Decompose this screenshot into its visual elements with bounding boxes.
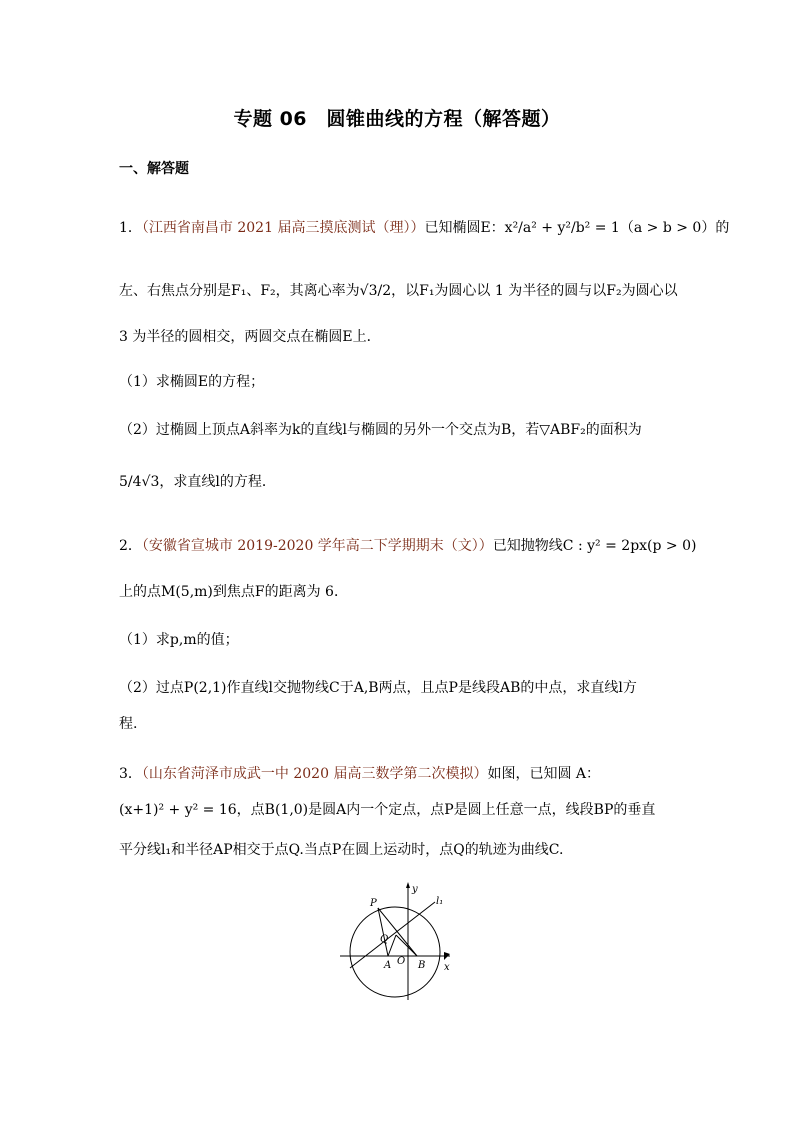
problem-3-line-1 <box>119 764 600 784</box>
problem-1-part-2: （2）过椭圆上顶点A斜率为k的直线l与椭圆的另外一个交点为B，若▽ABF₂的面积为 <box>119 422 642 438</box>
label-l1: l₁ <box>436 896 444 907</box>
problem-2-part-2: （2）过点P(2,1)作直线l交抛物线C于A,B两点，且点P是线段AB的中点，求直线l方 <box>119 680 637 696</box>
problem-2-number: 2． <box>119 538 142 554</box>
problem-1-part-1: （1）求椭圆E的方程； <box>119 374 265 390</box>
segment-ap <box>378 908 388 956</box>
segment-bp <box>378 908 417 956</box>
label-a: A <box>384 960 392 971</box>
problem-3-line-2: (x+1)² + y² = 16，点B(1,0)是圆A内一个定点，点P是圆上任意一点，线段BP的垂直 <box>119 802 656 818</box>
label-p: P <box>370 898 377 909</box>
y-arrow <box>406 882 410 888</box>
problem-2-part-2-cont: 程. <box>119 716 138 732</box>
segment-qb <box>396 935 417 956</box>
label-b: B <box>418 960 426 971</box>
label-q: Q <box>380 934 389 945</box>
problem-1-number: 1． <box>119 220 142 236</box>
problem-2-part-1: （1）求p,m的值； <box>119 632 239 648</box>
label-y: y <box>412 884 418 895</box>
problem-2-line-1 <box>119 536 696 556</box>
problem-1-line-2: 左、右焦点分别是F₁、F₂，其离心率为√3/2，以F₁为圆心以 1 为半径的圆与以F₂为圆心以 <box>119 283 678 299</box>
problem-1-source: （江西省南昌市 2021 届高三摸底测试（理）） <box>141 220 425 236</box>
problem-2-source: （安徽省宣城市 2019-2020 学年高二下学期期末（文）） <box>141 538 493 554</box>
circle-diagram <box>340 880 460 1000</box>
problem-2-line-2: 上的点M(5,m)到焦点F的距离为 6． <box>119 584 348 600</box>
problem-1-line-3: 3 为半径的圆相交，两圆交点在椭圆E上． <box>119 329 381 345</box>
circle-a <box>350 907 440 997</box>
problem-3-source: （山东省菏泽市成武一中 2020 届高三数学第二次模拟） <box>141 766 488 782</box>
problem-1-line-1 <box>119 218 729 238</box>
page-title: 专题 06 圆锥曲线的方程（解答题） <box>233 108 561 130</box>
label-o: O <box>397 956 406 967</box>
problem-2-text-1: 已知抛物线C : y² = 2px(p > 0) <box>492 538 697 554</box>
problem-1-part-2-cont: 5/4√3，求直线l的方程． <box>119 474 276 490</box>
problem-3-line-3: 平分线l₁和半径AP相交于点Q.当点P在圆上运动时，点Q的轨迹为曲线C. <box>119 842 564 858</box>
problem-1-text-1: 已知椭圆E：x²/a² + y²/b² = 1（a > b > 0）的 <box>424 220 730 236</box>
label-x: x <box>444 962 450 973</box>
section-heading: 一、解答题 <box>119 161 189 177</box>
problem-3-number: 3． <box>119 766 142 782</box>
problem-3-text-1: 如图，已知圆 A： <box>487 766 601 782</box>
perpendicular-bisector <box>350 902 435 968</box>
